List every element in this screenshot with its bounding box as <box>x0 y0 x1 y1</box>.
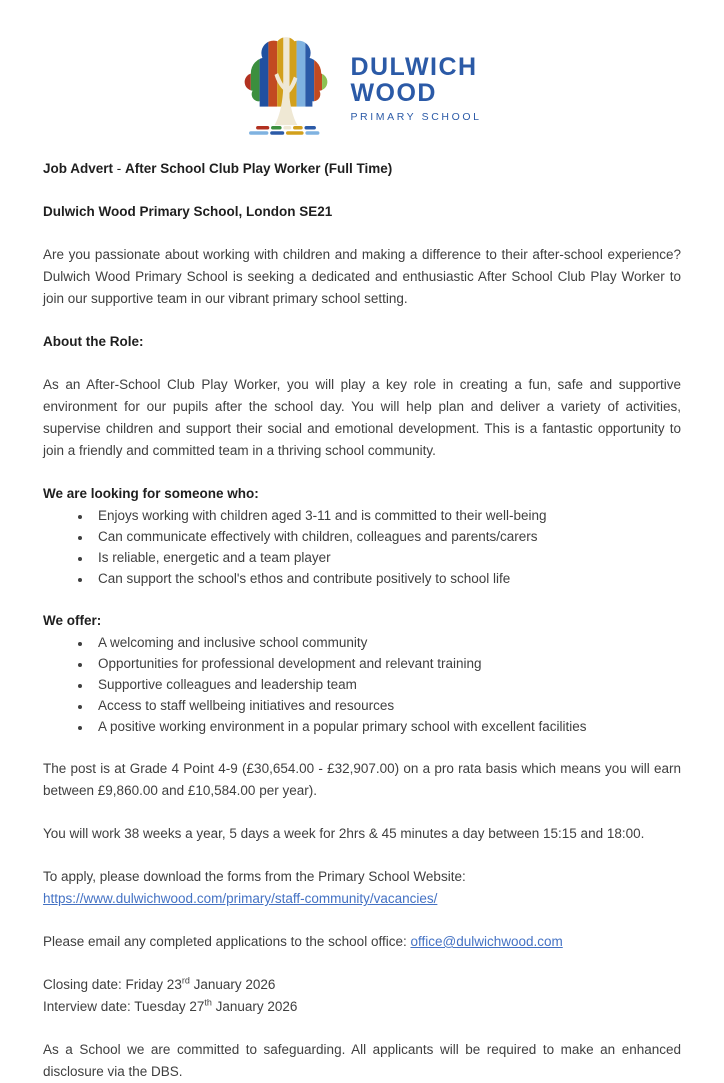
interview-date-line: Interview date: Tuesday 27th January 2026 <box>43 997 298 1014</box>
we-offer-heading: We offer: <box>43 613 102 628</box>
list-item: • Is reliable, energetic and a team player <box>92 547 681 568</box>
logo-subtitle: PRIMARY SCHOOL <box>350 111 482 123</box>
ordinal-suffix: th <box>204 997 212 1008</box>
ordinal-suffix: rd <box>181 975 190 986</box>
apply-link-line <box>43 888 681 910</box>
list-item: • Opportunities for professional development and relevant training <box>92 653 681 674</box>
school-logo-tree-icon <box>242 36 330 142</box>
school-logo <box>43 36 681 142</box>
list-item: • A welcoming and inclusive school community <box>92 632 681 653</box>
about-role-heading: About the Role: <box>43 334 144 349</box>
list-item: • Enjoys working with children aged 3-11 and is committed to their well-being <box>92 505 681 526</box>
dates-block <box>43 974 681 1018</box>
looking-for-heading: We are looking for someone who: <box>43 486 259 501</box>
title-separator: - <box>113 161 126 176</box>
email-line <box>43 931 681 953</box>
logo-ground-stripes <box>249 126 319 135</box>
job-advert-title <box>43 158 681 180</box>
job-advert-body <box>43 158 681 1083</box>
title-main: After School Club Play Worker (Full Time) <box>125 161 393 176</box>
hours-paragraph: You will work 38 weeks a year, 5 days a week for 2hrs & 45 minutes a day between 15:15 and 18:00. <box>43 826 645 841</box>
list-item: • A positive working environment in a popular primary school with excellent facilities <box>92 716 681 737</box>
office-email-link[interactable]: office@dulwichwood.com <box>410 934 563 949</box>
we-offer-list <box>43 632 681 737</box>
pay-paragraph: The post is at Grade 4 Point 4-9 (£30,654.00 - £32,907.00) on a pro rata basis which means you will earn between £9,860.00 and £10,584.00 per year). <box>43 761 681 798</box>
closing-date-line: Closing date: Friday 23rd January 2026 <box>43 975 276 992</box>
vacancies-link[interactable]: https://www.dulwichwood.com/primary/staff-community/vacancies/ <box>43 891 438 906</box>
list-item: • Can support the school's ethos and contribute positively to school life <box>92 568 681 589</box>
list-item: • Supportive colleagues and leadership team <box>92 674 681 695</box>
list-item: • Access to staff wellbeing initiatives and resources <box>92 695 681 716</box>
email-intro-text: Please email any completed applications to the school office: <box>43 934 411 949</box>
logo-title-line2: WOOD <box>350 78 437 107</box>
about-role-paragraph: As an After-School Club Play Worker, you will play a key role in creating a fun, safe and supportive environment for our pupils after the school day. You will help plan and deliver a variety of activities, supervise children and support their social and emotional development. This is a fantastic opportunity to join a friendly and committed team in a thriving school community. <box>43 377 681 458</box>
safeguarding-paragraph: As a School we are committed to safeguarding. All applicants will be required to make an enhanced disclosure via the DBS. <box>43 1042 681 1079</box>
apply-intro-line: To apply, please download the forms from the Primary School Website: <box>43 869 466 884</box>
school-logo-wordmark <box>350 55 481 123</box>
logo-title-line1: DULWICH <box>350 53 478 81</box>
list-item: • Can communicate effectively with children, colleagues and parents/carers <box>92 526 681 547</box>
looking-for-list <box>43 505 681 589</box>
school-address-line: Dulwich Wood Primary School, London SE21 <box>43 204 333 219</box>
document-page <box>0 36 724 1079</box>
intro-paragraph: Are you passionate about working with children and making a difference to their after-school experience? Dulwich Wood Primary School is seeking a dedicated and enthusiastic After School Club Play Worker to join our supportive team in our vibrant primary school setting. <box>43 247 681 306</box>
title-prefix: Job Advert <box>43 161 114 176</box>
